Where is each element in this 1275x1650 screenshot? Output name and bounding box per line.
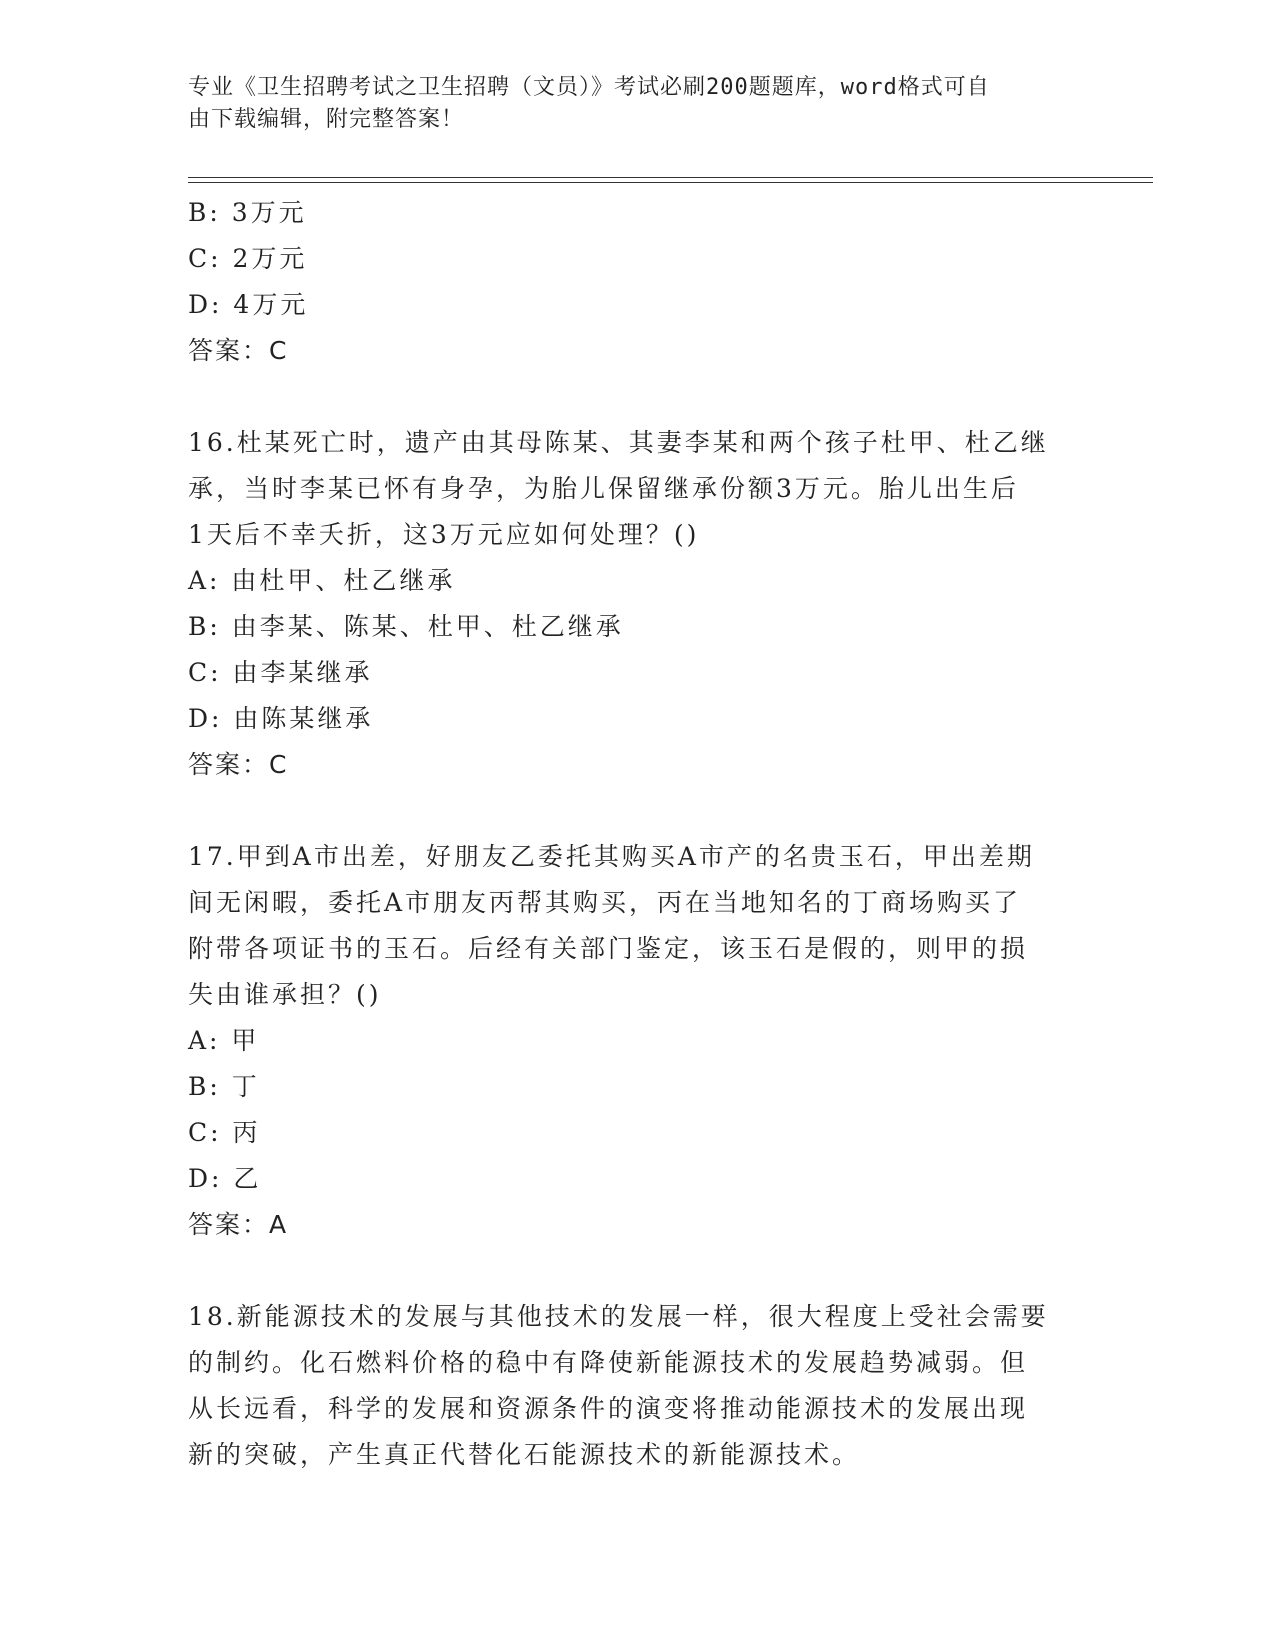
question-17: [188, 834, 1088, 1248]
question-stem-line: 16.杜某死亡时，遗产由其母陈某、其妻李某和两个孩子杜甲、杜乙继: [188, 428, 1049, 457]
answer-line: 答案：C: [188, 750, 289, 779]
option-d: D: 乙: [188, 1164, 262, 1193]
option-d: D: 由陈某继承: [188, 704, 374, 733]
option-c: C: 2万元: [188, 244, 308, 273]
question-stem-line: 附带各项证书的玉石。后经有关部门鉴定，该玉石是假的，则甲的损: [188, 934, 1029, 963]
answer-line: 答案：A: [188, 1210, 289, 1239]
question-stem-line: 失由谁承担？(): [188, 980, 382, 1009]
page-header: [188, 72, 1068, 136]
header-line-1: 专业《卫生招聘考试之卫生招聘（文员）》考试必刷200题题库，word格式可自: [188, 75, 990, 100]
answer-line: 答案：C: [188, 336, 289, 365]
option-b: B: 丁: [188, 1072, 260, 1101]
option-c: C: 丙: [188, 1118, 261, 1147]
option-a: A: 甲: [188, 1026, 260, 1055]
question-stem-line: 的制约。化石燃料价格的稳中有降使新能源技术的发展趋势减弱。但: [188, 1348, 1029, 1377]
document-body: [188, 190, 1088, 1478]
question-stem-line: 从长远看，科学的发展和资源条件的演变将推动能源技术的发展出现: [188, 1394, 1029, 1423]
option-b: B: 由李某、陈某、杜甲、杜乙继承: [188, 612, 624, 641]
option-c: C: 由李某继承: [188, 658, 373, 687]
question-stem-line: 间无闲暇，委托A市朋友丙帮其购买，丙在当地知名的丁商场购买了: [188, 888, 1022, 917]
question-stem-line: 18.新能源技术的发展与其他技术的发展一样，很大程度上受社会需要: [188, 1302, 1049, 1331]
question-stem-line: 新的突破，产生真正代替化石能源技术的新能源技术。: [188, 1440, 861, 1469]
header-rule-bottom: [188, 182, 1153, 183]
question-16: [188, 420, 1088, 788]
header-line-2: 由下载编辑，附完整答案！: [188, 107, 465, 132]
spacer: [188, 1248, 1088, 1294]
spacer: [188, 788, 1088, 834]
question-stem-line: 承，当时李某已怀有身孕，为胎儿保留继承份额3万元。胎儿出生后: [188, 474, 1019, 503]
question-stem-line: 17.甲到A市出差，好朋友乙委托其购买A市产的名贵玉石，甲出差期: [188, 842, 1035, 871]
option-d: D: 4万元: [188, 290, 309, 319]
spacer: [188, 374, 1088, 420]
option-a: A: 由杜甲、杜乙继承: [188, 566, 456, 595]
question-stem-line: 1天后不幸夭折，这3万元应如何处理？(): [188, 520, 700, 549]
question-18: [188, 1294, 1088, 1478]
question-15-continued: [188, 190, 1088, 374]
header-rule-top: [188, 177, 1153, 178]
option-b: B: 3万元: [188, 198, 307, 227]
